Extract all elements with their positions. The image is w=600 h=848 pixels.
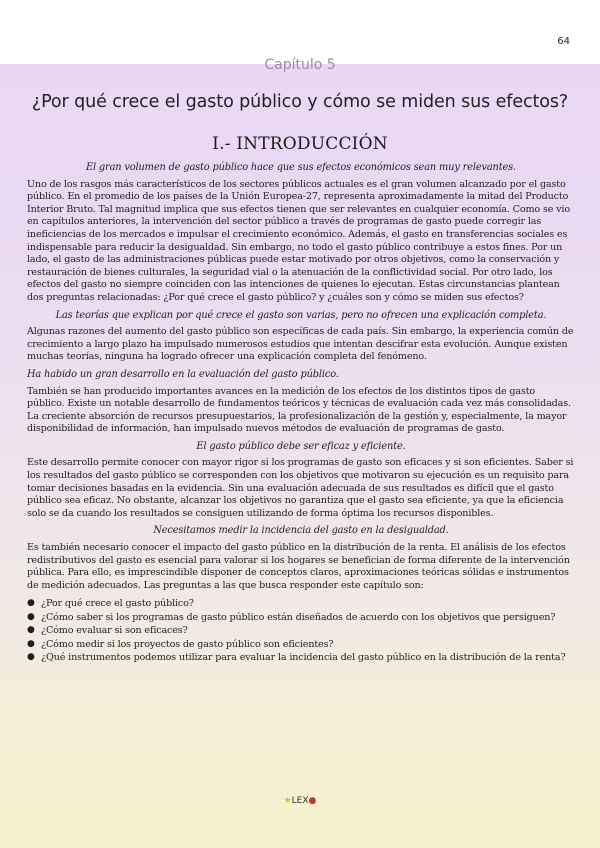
paragraph-evaluation: También se han producido importantes avances en la medición de los efectos de los distintos tipos de gasto público. Existe un notable desarrollo de fundamentos teóricos y técnicas de evaluación cada vez más consolidadas. La creciente absorción de recursos presupuestarios, la profesionalización de la gestión y, especialmente, la mayor disponibilidad de información, han impulsado nuevos métodos de evaluación de programas de gasto.: [27, 385, 571, 435]
bullet-icon: ●: [27, 652, 35, 663]
drop-icon: ●: [308, 796, 317, 806]
subheading-theories: Las teorías que explican por qué crece el gasto son varias, pero no ofrecen una explicación completa.: [55, 309, 547, 321]
page-sheet: [0, 57, 600, 848]
list-item: [27, 597, 575, 610]
question-text: ¿Cómo saber si los programas de gasto público están diseñados de acuerdo con los objetivos que persiguen?: [41, 611, 556, 623]
question-text: ¿Cómo evaluar si son eficaces?: [41, 625, 188, 637]
subheading-inequality: Necesitamos medir la incidencia del gasto en la desigualdad.: [153, 525, 449, 537]
subheading-volume: El gran volumen de gasto público hace que sus efectos económicos sean muy relevantes.: [85, 162, 516, 173]
paragraph-theories: Algunas razones del aumento del gasto público son específicas de cada país. Sin embargo, la experiencia común de crecimiento a largo plazo ha impulsado numerosos estudios que intentan descifrar esta evolución. Aunque existen muchas teorías, ninguna ha logrado ofrecer una explicación completa del fenómeno.: [27, 326, 574, 363]
question-text: ¿Por qué crece el gasto público?: [41, 598, 194, 610]
star-icon: ★: [283, 796, 292, 806]
list-item: [27, 624, 575, 637]
chapter-label: Capítulo 5: [264, 57, 336, 73]
questions-list: [27, 597, 575, 664]
paragraph-efficiency: Este desarrollo permite conocer con mayor rigor si los programas de gasto son eficaces y si son eficientes. Saber si los resultados del gasto público se corresponden con los objetivos que motivaron su ejecución es un requisito para tomar decisiones basadas en la evidencia. Sin una evaluación adecuada de sus resultados es difícil que el gasto público sea eficaz. No obstante, alcanzar los objetivos no garantiza que el gasto sea eficiente, ya que la eficiencia solo se da cuando los resultados se consiguen utilizando de forma óptima los recursos disponibles.: [27, 457, 574, 519]
chapter-title: ¿Por qué crece el gasto público y cómo se miden sus efectos?: [31, 92, 569, 112]
bullet-icon: ●: [27, 611, 35, 622]
question-text: ¿Cómo medir si los proyectos de gasto público son eficientes?: [41, 638, 334, 650]
footer-logo: [0, 796, 600, 806]
paragraph-intro: Uno de los rasgos más característicos de los sectores públicos actuales es el gran volumen alcanzado por el gasto público. En el promedio de los países de la Unión Europea-27, representa aproximadamente la mitad del Producto Interior Bruto. Tal magnitud implica que sus efectos tienen que ser relevantes en cualquier economía. Como se vio en capítulos anteriores, la intervención del sector público a través de programas de gasto puede corregir las ineficiencias de los mercados e impulsar el crecimiento económico. Además, el gasto en transferencias sociales es indispensable para reducir la desigualdad. Sin embargo, no todo el gasto público contribuye a estos fines. Por un lado, el gasto de las administraciones públicas puede estar motivado por otros objetivos, como la conservación y restauración de bienes culturales, la seguridad vial o la atenuación de la conflictividad social. Por otro lado, los efectos del gasto no siempre coinciden con las intenciones de quienes lo ejecutan. Estas circunstancias plantean dos preguntas relacionadas: ¿Por qué crece el gasto público? y ¿cuáles son y cómo se miden sus efectos?: [27, 178, 570, 303]
section-title: I.- INTRODUCCIÓN: [212, 134, 388, 154]
paragraph-inequality: Es también necesario conocer el impacto del gasto público en la distribución de la renta. El análisis de los efectos redistributivos del gasto es esencial para valorar si los hogares se benefician de forma diferente de la intervención pública. Para ello, es imprescindible disponer de conceptos claros, aproximaciones teóricas sólidas e instrumentos de medición adecuados. Las preguntas a las que busca responder este capítulo son:: [27, 542, 570, 591]
bullet-icon: ●: [27, 638, 35, 649]
list-item: [27, 651, 575, 664]
bullet-icon: ●: [27, 598, 35, 609]
page-number: 64: [557, 36, 570, 47]
subheading-efficiency: El gasto público debe ser eficaz y eficiente.: [196, 440, 406, 452]
subheading-evaluation: Ha habido un gran desarrollo en la evaluación del gasto público.: [27, 368, 339, 380]
body-content: [27, 162, 575, 664]
list-item: [27, 638, 575, 651]
question-text: ¿Qué instrumentos podemos utilizar para evaluar la incidencia del gasto público en la distribución de la renta?: [41, 652, 566, 664]
list-item: [27, 611, 575, 624]
bullet-icon: ●: [27, 625, 35, 636]
logo-text: LEX: [291, 796, 309, 806]
